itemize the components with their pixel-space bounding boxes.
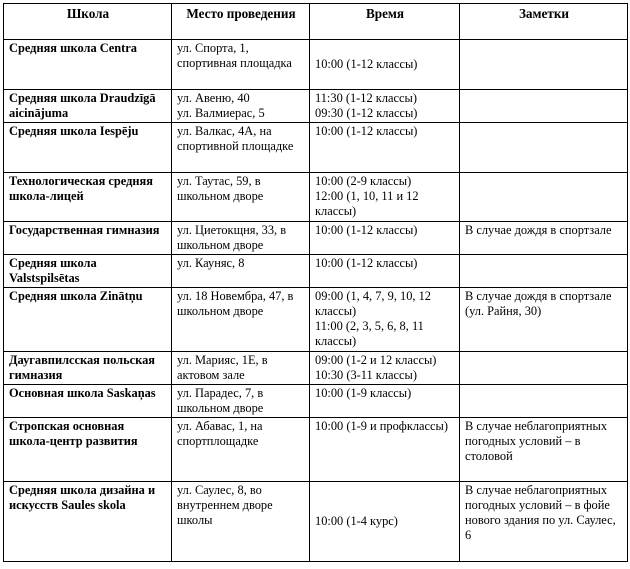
table-row <box>4 482 628 562</box>
school-cell: Средняя школа Draudzīgā aicinājuma <box>4 90 172 123</box>
place-cell: ул. Кауняс, 8 <box>172 255 310 288</box>
table-row <box>4 418 628 482</box>
note-cell <box>460 40 628 90</box>
header-row <box>4 4 628 40</box>
time-cell: 11:30 (1-12 классы) 09:30 (1-12 классы) <box>310 90 460 123</box>
place-cell: ул. Абавас, 1, на спортплощадке <box>172 418 310 482</box>
table-row <box>4 90 628 123</box>
table-row <box>4 352 628 385</box>
school-cell: Средняя школа Valstspilsētas <box>4 255 172 288</box>
table-row <box>4 40 628 90</box>
school-cell: Государственная гимназия <box>4 222 172 255</box>
school-cell: Средняя школа Zinātņu <box>4 288 172 352</box>
header-notes: Заметки <box>460 4 628 40</box>
schedule-table <box>3 3 628 562</box>
school-cell: Технологическая средняя школа-лицей <box>4 173 172 222</box>
table-row <box>4 173 628 222</box>
school-cell: Средняя школа дизайна и искусств Saules skola <box>4 482 172 562</box>
time-cell: 09:00 (1, 4, 7, 9, 10, 12 классы) 11:00 (2, 3, 5, 6, 8, 11 классы) <box>310 288 460 352</box>
table-row <box>4 222 628 255</box>
place-cell: ул. Авеню, 40 ул. Валмиерас, 5 <box>172 90 310 123</box>
note-cell: В случае дождя в спортзале (ул. Райня, 30) <box>460 288 628 352</box>
school-cell: Стропская основная школа-центр развития <box>4 418 172 482</box>
note-cell: В случае неблагоприятных погодных условий – в столовой <box>460 418 628 482</box>
school-cell: Основная школа Saskaņas <box>4 385 172 418</box>
header-time: Время <box>310 4 460 40</box>
note-cell <box>460 123 628 173</box>
time-cell: 10:00 (1-12 классы) <box>310 255 460 288</box>
schedule-document <box>3 3 627 566</box>
time-cell: 10:00 (1-12 классы) <box>310 222 460 255</box>
place-cell: ул. Саулес, 8, во внутреннем дворе школы <box>172 482 310 562</box>
time-cell: 10:00 (2-9 классы) 12:00 (1, 10, 11 и 12 классы) <box>310 173 460 222</box>
time-cell: 10:00 (1-12 классы) <box>310 40 460 90</box>
time-cell: 10:00 (1-4 курс) <box>310 482 460 562</box>
place-cell: ул. Марияс, 1Е, в актовом зале <box>172 352 310 385</box>
table-row <box>4 288 628 352</box>
note-cell: В случае дождя в спортзале <box>460 222 628 255</box>
place-cell: ул. 18 Новембра, 47, в школьном дворе <box>172 288 310 352</box>
place-cell: ул. Циетокщня, 33, в школьном дворе <box>172 222 310 255</box>
table-row <box>4 255 628 288</box>
note-cell <box>460 352 628 385</box>
note-cell <box>460 385 628 418</box>
note-cell <box>460 90 628 123</box>
time-cell: 10:00 (1-12 классы) <box>310 123 460 173</box>
time-cell: 09:00 (1-2 и 12 классы) 10:30 (3-11 классы) <box>310 352 460 385</box>
place-cell: ул. Спорта, 1, спортивная площадка <box>172 40 310 90</box>
table-row <box>4 385 628 418</box>
time-cell: 10:00 (1-9 и профклассы) <box>310 418 460 482</box>
header-school: Школа <box>4 4 172 40</box>
header-place: Место проведения <box>172 4 310 40</box>
note-cell <box>460 173 628 222</box>
place-cell: ул. Парадес, 7, в школьном дворе <box>172 385 310 418</box>
place-cell: ул. Валкас, 4А, на спортивной площадке <box>172 123 310 173</box>
note-cell <box>460 255 628 288</box>
school-cell: Средняя школа Centra <box>4 40 172 90</box>
place-cell: ул. Таутас, 59, в школьном дворе <box>172 173 310 222</box>
school-cell: Средняя школа Iespēju <box>4 123 172 173</box>
note-cell: В случае неблагоприятных погодных условий – в фойе нового здания по ул. Саулес, 6 <box>460 482 628 562</box>
time-cell: 10:00 (1-9 классы) <box>310 385 460 418</box>
school-cell: Даугавпилсская польская гимназия <box>4 352 172 385</box>
table-row <box>4 123 628 173</box>
